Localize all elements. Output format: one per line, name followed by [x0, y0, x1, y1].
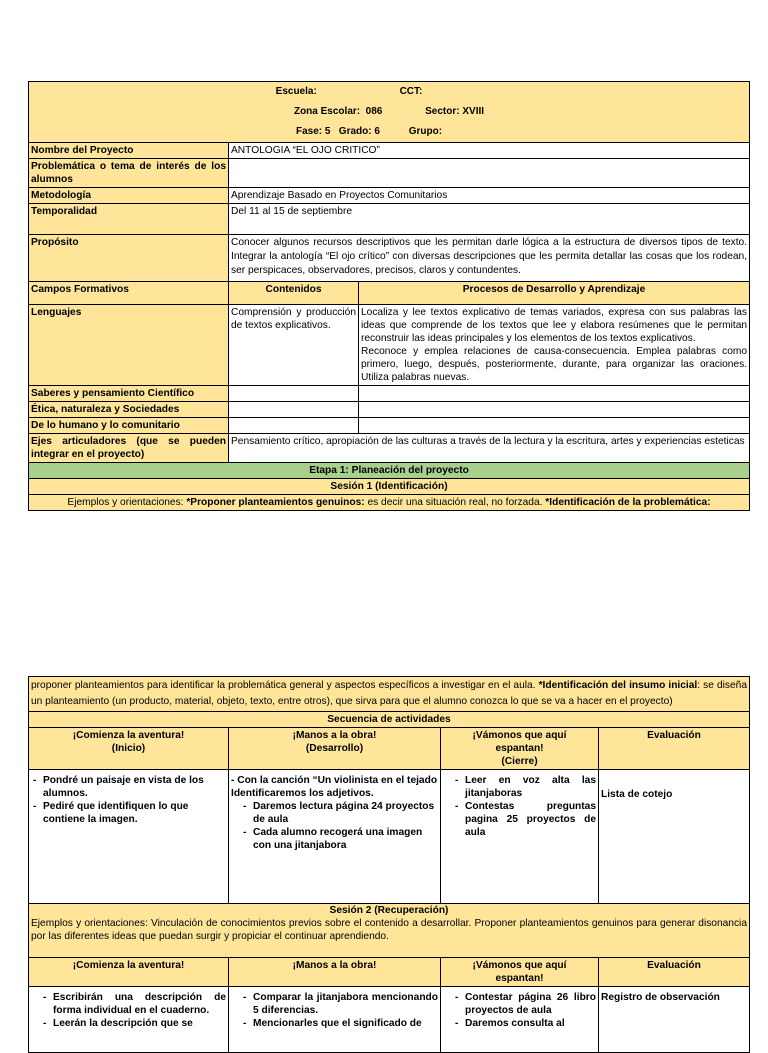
nombre-value: ANTOLOGIA “EL OJO CRITICO” — [229, 143, 750, 159]
s2-desarrollo-item-2: - Mencionarles que el significado de — [253, 1017, 438, 1030]
proposito-value: Conocer algunos recursos descriptivos que les permitan darle lógica a la estructura de diversos tipos de texto. Integrar la antología “El ojo crítico” con diversas descripciones que les permita detallar las cosas que los rodean, ser perspicaces, observadores, precisos, claros y contundentes. — [229, 235, 750, 282]
problematica-label: Problemática o tema de interés de los alumnos — [29, 159, 229, 188]
planning-table-page2 — [28, 676, 749, 1053]
fase-label: Fase: — [295, 126, 323, 137]
humano-contenido — [229, 418, 359, 434]
lenguajes-pda — [359, 305, 750, 386]
pda-paragraph-2: Reconoce y emplea relaciones de causa-consecuencia. Emplea palabras como primero, luego, después, posteriormente, durante, para organizar las oraciones. Utiliza palabras nuevas. — [361, 346, 748, 383]
fase-value: 5 — [324, 126, 331, 137]
ejes-value: Pensamiento crítico, apropiación de las culturas a través de la lectura y la escritura, artes y experiencias esteticas — [229, 434, 750, 463]
cont-text2: : se diseña un planteamiento (un producto, material, objeto, texto, entre otros), que sirva para que el alumno conozca lo que se va a hacer en el proyecto) — [31, 680, 747, 707]
row-metodologia — [29, 188, 750, 204]
inicio-item-1: - Pondré un paisaje en vista de los alumnos. — [43, 774, 226, 800]
sesion2-body-row — [29, 987, 750, 1053]
secuencia-title: Secuencia de actividades — [29, 712, 750, 728]
s2-desarrollo-item-1: - Comparar la jitanjabora mencionando 5 diferencias. — [253, 991, 438, 1017]
evaluacion-header: Evaluación — [599, 728, 750, 770]
cont-text1: proponer planteamientos para identificar la problemática general y aspectos específicos a investigar en el aula. — [31, 680, 539, 691]
sesion2-header-row — [29, 958, 750, 987]
humano-label: De lo humano y lo comunitario — [29, 418, 229, 434]
inicio-cell — [29, 770, 229, 904]
cont-bold: *Identificación del insumo inicial — [538, 680, 698, 691]
problematica-value — [229, 159, 750, 188]
s2-evaluacion-header: Evaluación — [599, 958, 750, 987]
inicio-item-2: - Pediré que identifiquen lo que contiene la imagen. — [43, 800, 226, 826]
zona-label: Zona Escolar: — [293, 106, 361, 117]
s2-cierre-item-1: - Contestar página 26 libro proyectos de aula — [465, 991, 596, 1017]
row-sesion2 — [29, 904, 750, 958]
desarrollo-line: Identificaremos los adjetivos. — [231, 788, 374, 799]
temporalidad-label: Temporalidad — [29, 204, 229, 235]
row-saberes — [29, 386, 750, 402]
campos-header-row — [29, 282, 750, 305]
row-ejes — [29, 434, 750, 463]
desarrollo-cell — [229, 770, 441, 904]
secuencia-header-row — [29, 728, 750, 770]
etica-pda — [359, 402, 750, 418]
desarrollo-header: ¡Manos a la obra! (Desarrollo) — [229, 728, 441, 770]
ejemplos-bold1: *Proponer planteamientos genuinos: — [186, 497, 365, 508]
s2-cierre-header: ¡Vámonos que aquí espantan! — [441, 958, 599, 987]
metodologia-label: Metodología — [29, 188, 229, 204]
grado-value: 6 — [374, 126, 380, 137]
row-ejemplos1 — [29, 495, 750, 511]
cierre-header: ¡Vámonos que aquí espantan! (Cierre) — [441, 728, 599, 770]
s2-inicio-cell — [29, 987, 229, 1053]
etica-contenido — [229, 402, 359, 418]
row-temporalidad — [29, 204, 750, 235]
row-secuencia — [29, 712, 750, 728]
grado-label: Grado: — [338, 126, 372, 137]
saberes-pda — [359, 386, 750, 402]
sesion1-title: Sesión 1 (Identificación) — [29, 479, 750, 495]
nombre-label: Nombre del Proyecto — [29, 143, 229, 159]
saberes-contenido — [229, 386, 359, 402]
zona-value: 086 — [365, 106, 383, 117]
ejemplos-text1: es decir una situación real, no forzada. — [364, 497, 546, 508]
row-lenguajes — [29, 305, 750, 386]
saberes-label: Saberes y pensamiento Científico — [29, 386, 229, 402]
s2-evaluacion-cell: Registro de observación — [599, 987, 750, 1053]
etica-label: Ética, naturaleza y Sociedades — [29, 402, 229, 418]
humano-pda — [359, 418, 750, 434]
school-header — [29, 82, 750, 143]
row-problematica — [29, 159, 750, 188]
pda-col-header: Procesos de Desarrollo y Aprendizaje — [359, 282, 750, 305]
lenguajes-contenido: Comprensión y producción de textos explicativos. — [229, 305, 359, 386]
row-etica — [29, 402, 750, 418]
s2-desarrollo-header: ¡Manos a la obra! — [229, 958, 441, 987]
row-sesion1 — [29, 479, 750, 495]
s2-inicio-item-2: - Leerán la descripción que se — [53, 1017, 226, 1030]
sector-label: Sector: — [425, 106, 460, 117]
cierre-cell — [441, 770, 599, 904]
row-ejemplos1-cont — [29, 677, 750, 712]
cierre-item-1: - Leer en voz alta las jitanjaboras — [465, 774, 596, 800]
metodologia-value: Aprendizaje Basado en Proyectos Comunitarios — [229, 188, 750, 204]
sesion2-title: Sesión 2 (Recuperación) — [329, 905, 449, 916]
desarrollo-item-1: - Daremos lectura página 24 proyectos de aula — [253, 800, 438, 826]
desarrollo-item-2: - Cada alumno recogerá una imagen con una jitanjabora — [253, 826, 438, 852]
row-proposito — [29, 235, 750, 282]
cierre-item-2: - Contestas preguntas pagina 25 proyectos de aula — [465, 800, 596, 839]
s2-cierre-cell — [441, 987, 599, 1053]
row-nombre — [29, 143, 750, 159]
row-etapa1 — [29, 463, 750, 479]
inicio-header: ¡Comienza la aventura! (Inicio) — [29, 728, 229, 770]
escuela-label: Escuela: — [275, 86, 317, 97]
contenidos-col-header: Contenidos — [229, 282, 359, 305]
sesion2-block — [29, 904, 750, 958]
ejemplos-bold2: *Identificación de la problemática: — [545, 497, 711, 508]
planning-table-page1 — [28, 81, 749, 511]
temporalidad-value: Del 11 al 15 de septiembre — [229, 204, 750, 235]
s2-desarrollo-cell — [229, 987, 441, 1053]
ejes-label: Ejes articuladores (que se pueden integrar en el proyecto) — [29, 434, 229, 463]
grupo-label: Grupo: — [408, 126, 443, 137]
s2-inicio-header: ¡Comienza la aventura! — [29, 958, 229, 987]
secuencia-body-row — [29, 770, 750, 904]
ejemplos1-continued — [29, 677, 750, 712]
evaluacion-cell: Lista de cotejo — [599, 770, 750, 904]
campos-col-header: Campos Formativos — [29, 282, 229, 305]
ejemplos-prefix: Ejemplos y orientaciones: — [67, 497, 187, 508]
etapa1-title: Etapa 1: Planeación del proyecto — [29, 463, 750, 479]
pda-paragraph-1: Localiza y lee textos explicativo de temas variados, expresa con sus palabras las ideas que comprende de los textos que lee y elabora resúmenes que le permitan reconstruir las ideas principales y los elementos de los textos explicativos. — [361, 307, 748, 344]
cct-label: CCT: — [399, 86, 423, 97]
ejemplos1-text — [29, 495, 750, 511]
sector-value: XVIII — [462, 106, 485, 117]
row-humano — [29, 418, 750, 434]
s2-inicio-item-1: - Escribirán una descripción de forma individual en el cuaderno. — [53, 991, 226, 1017]
sesion2-text: Ejemplos y orientaciones: Vinculación de conocimientos previos sobre el contenido a desarrollar. Proponer planteamientos genuinos para generar disonancia por las diferentes ideas que puedan surgir y propiciar el continuar aprendiendo. — [31, 918, 747, 942]
desarrollo-intro: - Con la canción “Un violinista en el tejado — [231, 775, 438, 786]
proposito-label: Propósito — [29, 235, 229, 282]
lenguajes-label: Lenguajes — [29, 305, 229, 386]
s2-cierre-item-2: - Daremos consulta al — [465, 1017, 596, 1030]
